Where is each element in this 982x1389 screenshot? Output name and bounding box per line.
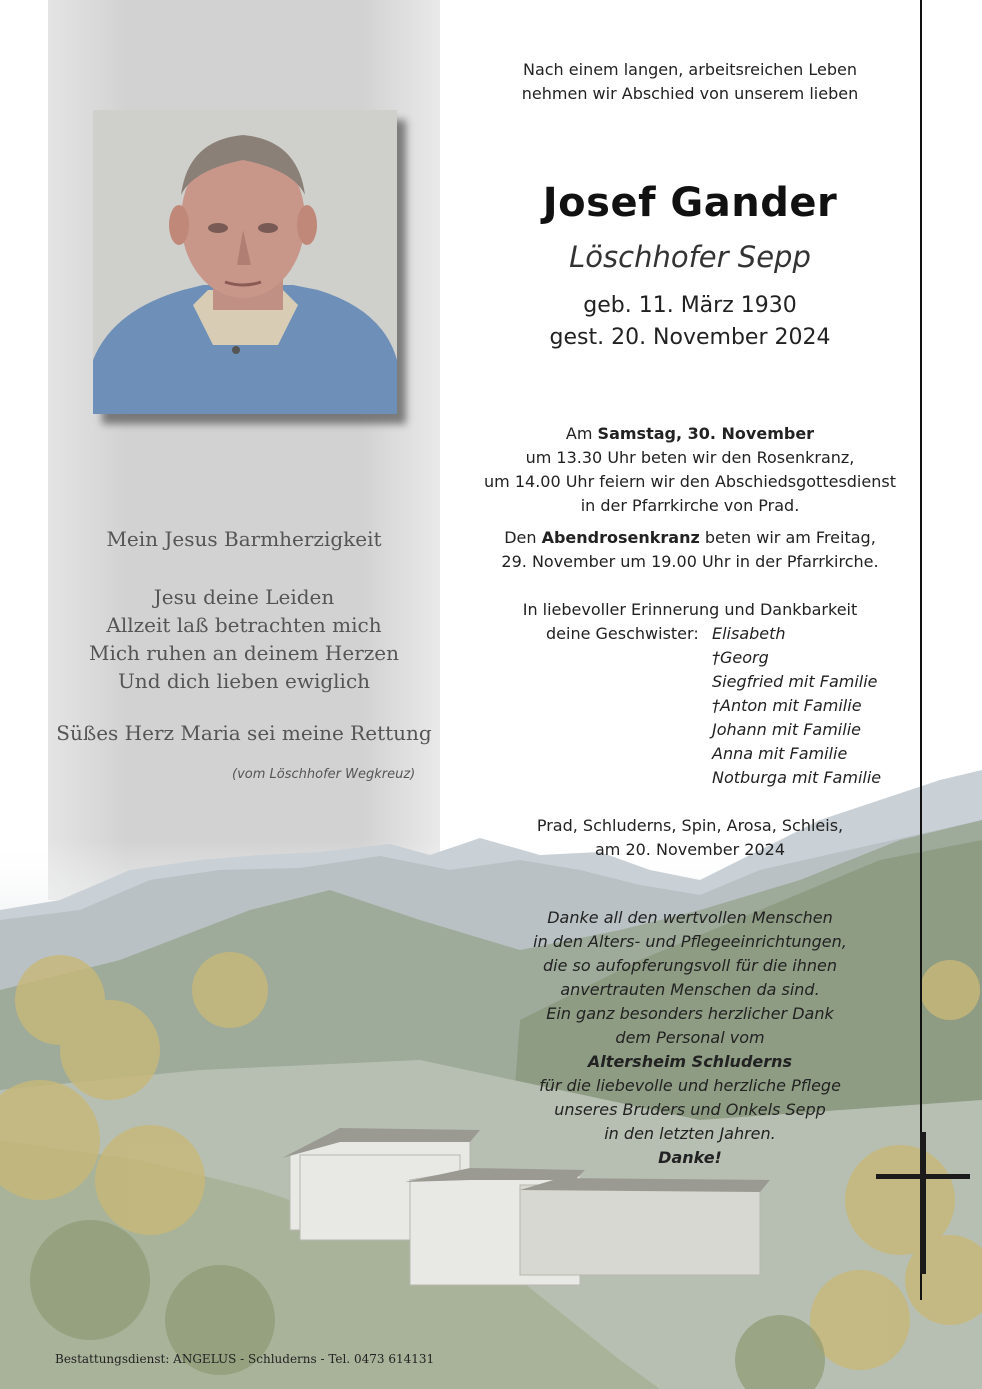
life-dates — [460, 290, 920, 354]
thanks-line: in den Alters- und Pflegeeinrichtungen, — [533, 932, 847, 951]
memory-line: In liebevoller Erinnerung und Dankbarkeit — [522, 600, 858, 619]
funeral-line: um 14.00 Uhr feiern wir den Abschiedsgottesdienst — [484, 472, 896, 491]
siblings-list — [712, 622, 881, 790]
thanks-end: Danke! — [658, 1148, 722, 1167]
places-line: Prad, Schluderns, Spin, Arosa, Schleis, — [536, 816, 844, 835]
sibling-item: Siegfried mit Familie — [712, 672, 878, 691]
evening-rosary-info — [460, 526, 920, 574]
intro-text — [460, 58, 920, 106]
sibling-item: †Anton mit Familie — [712, 696, 862, 715]
thanks-text — [460, 906, 920, 1170]
funeral-line: in der Pfarrkirche von Prad. — [580, 496, 800, 515]
prayer-line: Mich ruhen an deinem Herzen — [88, 641, 400, 665]
funeral-service-footer: Bestattungsdienst: ANGELUS - Schluderns - Tel. 0473 614131 — [55, 1352, 435, 1366]
prayer-verse — [48, 583, 440, 695]
thanks-line: dem Personal vom — [615, 1028, 765, 1047]
funeral-line: um 13.30 Uhr beten wir den Rosenkranz, — [525, 448, 855, 467]
places-line: am 20. November 2024 — [594, 840, 786, 859]
evening-bold: Abendrosenkranz — [541, 528, 700, 547]
birth-date: geb. 11. März 1930 — [583, 293, 797, 318]
thanks-line: Ein ganz besonders herzlicher Dank — [546, 1004, 834, 1023]
funeral-am: Am — [565, 424, 598, 443]
prayer-line: Jesu deine Leiden — [153, 585, 335, 609]
prayer-ending: Süßes Herz Maria sei meine Rettung — [56, 721, 432, 745]
prayer-line: Und dich lieben ewiglich — [117, 669, 371, 693]
portrait-photo — [93, 110, 397, 414]
sibling-item: †Georg — [712, 648, 769, 667]
thanks-line: in den letzten Jahren. — [604, 1124, 776, 1143]
places-date — [460, 814, 920, 862]
thanks-line: Danke all den wertvollen Menschen — [547, 908, 833, 927]
thanks-line: die so aufopferungsvoll für die ihnen — [542, 956, 837, 975]
thanks-line: anvertrauten Menschen da sind. — [560, 980, 820, 999]
intro-line: nehmen wir Abschied von unserem lieben — [521, 84, 859, 103]
prayer-source: (vom Löschhofer Wegkreuz) — [232, 767, 416, 782]
thanks-line: für die liebevolle und herzliche Pflege — [539, 1076, 841, 1095]
funeral-date: Samstag, 30. November — [597, 424, 815, 443]
vertical-rule — [920, 0, 922, 1300]
prayer-title: Mein Jesus Barmherzigkeit — [106, 527, 382, 551]
deceased-nickname: Löschhofer Sepp — [569, 240, 811, 274]
prayer-line: Allzeit laß betrachten mich — [106, 613, 382, 637]
thanks-line: unseres Bruders und Onkels Sepp — [554, 1100, 826, 1119]
evening-line2: 29. November um 19.00 Uhr in der Pfarrkirche. — [501, 552, 879, 571]
thanks-care-home: Altersheim Schluderns — [587, 1052, 793, 1071]
evening-post: beten wir am Freitag, — [699, 528, 876, 547]
sibling-item: Johann mit Familie — [712, 720, 861, 739]
deceased-name: Josef Gander — [542, 180, 838, 226]
intro-line: Nach einem langen, arbeitsreichen Leben — [522, 60, 858, 79]
funeral-info — [460, 422, 920, 518]
death-date: gest. 20. November 2024 — [549, 325, 831, 350]
siblings-label: deine Geschwister: — [546, 624, 699, 643]
cross-icon — [874, 1132, 974, 1277]
sibling-item: Notburga mit Familie — [712, 768, 882, 787]
sibling-item: Elisabeth — [712, 624, 786, 643]
evening-pre: Den — [504, 528, 542, 547]
memory-text — [460, 598, 920, 622]
sibling-item: Anna mit Familie — [712, 744, 848, 763]
